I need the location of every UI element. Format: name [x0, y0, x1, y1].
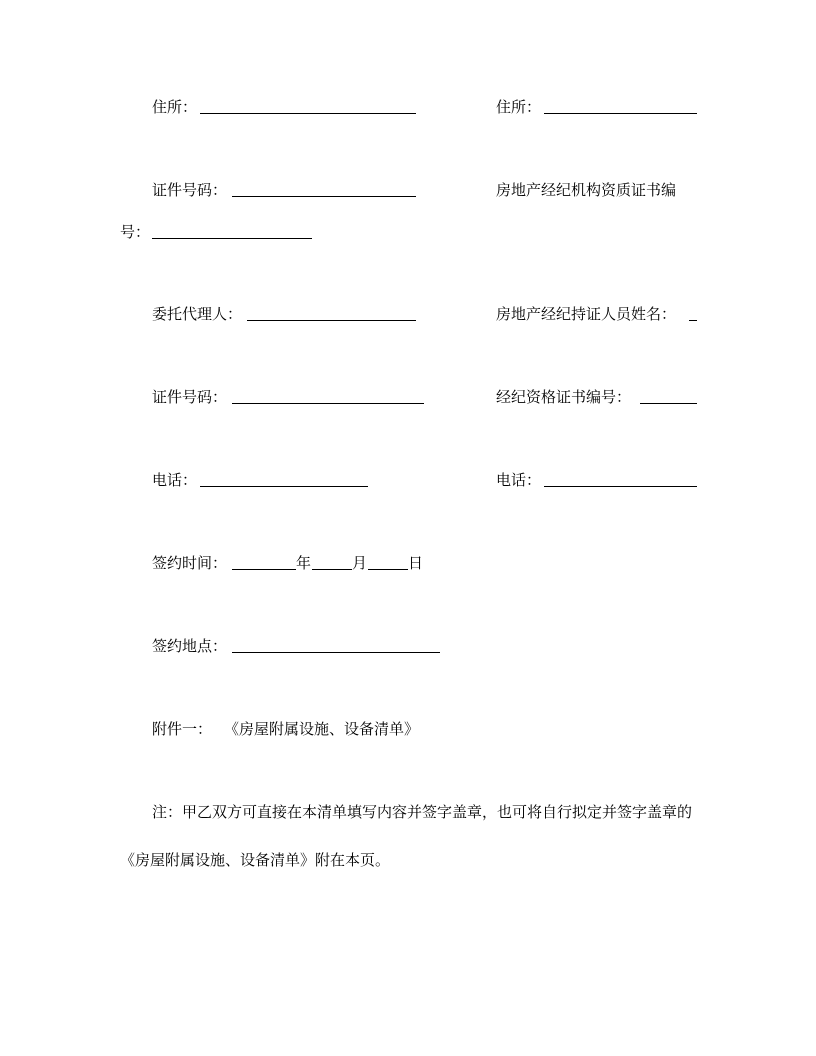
agency-cert-number-field[interactable] — [152, 238, 312, 239]
attachment-label: 附件一： — [152, 720, 213, 738]
party-a-agent-field[interactable] — [247, 320, 416, 321]
signing-place-field[interactable] — [232, 652, 440, 653]
agency-cert-label-line1: 房地产经纪机构资质证书编 — [496, 181, 677, 199]
party-a-id-number-label: 证件号码： — [152, 181, 228, 199]
attachment-row — [0, 717, 816, 741]
party-a-phone-label: 电话： — [152, 471, 198, 489]
signing-place-label: 签约地点： — [152, 637, 228, 655]
month-label: 月 — [352, 554, 368, 572]
party-a-agent-label: 委托代理人： — [152, 305, 243, 323]
agency-cert-row-2 — [0, 220, 816, 244]
broker-cert-label: 经纪资格证书编号： — [496, 388, 632, 406]
day-label: 日 — [408, 554, 424, 572]
note-text: 注：甲乙双方可直接在本清单填写内容并签字盖章，也可将自行拟定并签字盖章的《房屋附属设施、设备清单》附在本页。 — [120, 803, 693, 869]
id-cert-row — [0, 178, 816, 202]
party-b-address-field[interactable] — [544, 113, 697, 114]
party-a-phone-field[interactable] — [200, 486, 368, 487]
broker-name-field[interactable] — [689, 320, 697, 321]
party-a-id-number-field[interactable] — [232, 196, 416, 197]
attachment-title: 《房屋附属设施、设备清单》 — [224, 720, 420, 738]
broker-cert-field[interactable] — [640, 403, 697, 404]
agency-cert-label-line2: 号： — [120, 223, 151, 241]
party-a-agent-id-label: 证件号码： — [152, 388, 228, 406]
signing-time-label: 签约时间： — [152, 554, 228, 572]
signing-day-field[interactable] — [368, 569, 408, 570]
agent-row — [0, 302, 816, 326]
signing-month-field[interactable] — [312, 569, 352, 570]
note-paragraph — [120, 788, 700, 884]
party-b-phone-field[interactable] — [544, 486, 697, 487]
party-b-address-label: 住所： — [496, 98, 542, 116]
address-row — [0, 95, 816, 119]
agent-id-row — [0, 385, 816, 409]
signing-place-row — [0, 634, 816, 658]
broker-name-label: 房地产经纪持证人员姓名： — [496, 305, 677, 323]
party-b-phone-label: 电话： — [496, 471, 542, 489]
phone-row — [0, 468, 816, 492]
year-label: 年 — [296, 554, 312, 572]
signing-time-row — [0, 551, 816, 575]
party-a-address-label: 住所： — [152, 98, 198, 116]
party-a-address-field[interactable] — [200, 113, 416, 114]
signing-year-field[interactable] — [232, 569, 296, 570]
party-a-agent-id-field[interactable] — [232, 403, 424, 404]
